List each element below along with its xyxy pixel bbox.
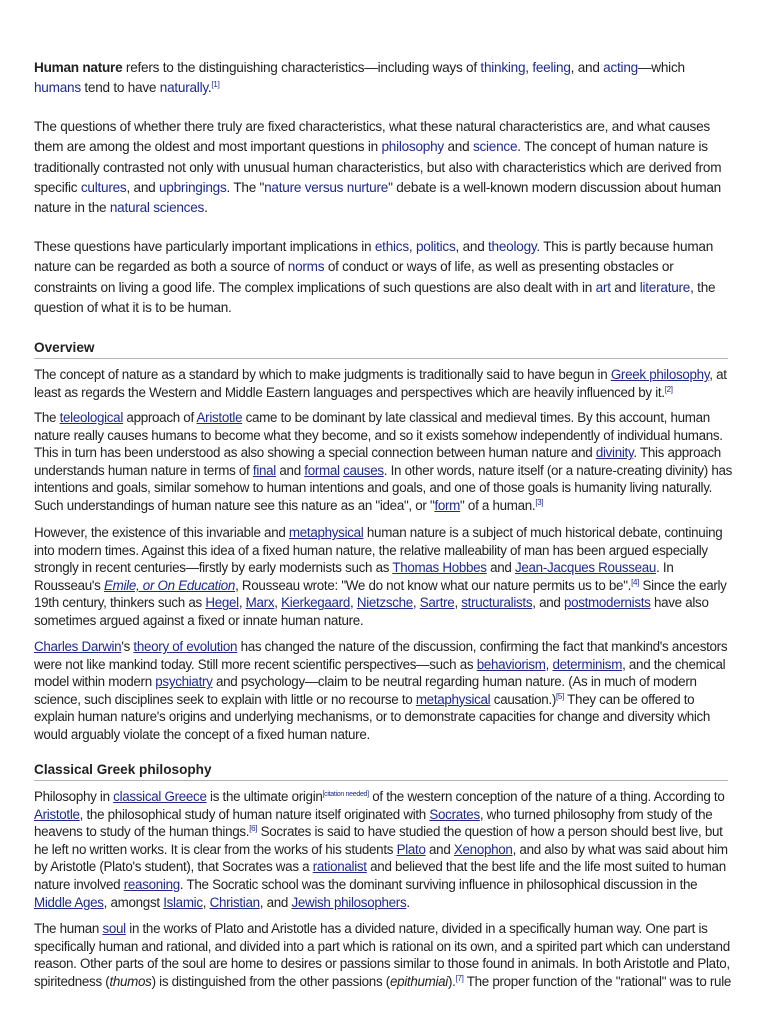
text-run: of the western conception of the nature of a thing. According to <box>368 789 725 804</box>
wiki-link[interactable]: acting <box>603 60 638 75</box>
text-run: The proper function of the "rational" was to rule <box>463 973 732 989</box>
text-run: tend to have <box>80 80 160 96</box>
overview-heading: Overview <box>34 338 728 359</box>
text-run: and <box>486 560 515 576</box>
text-run: came to be dominant by late classical and medieval times. By this account, human nature really causes humans to become what they become, and so it exists somehow independently of individual humans. This in turn has been understood as also showing a special connection between human nature and <box>34 410 723 461</box>
wiki-link[interactable]: Nietzsche <box>356 595 413 611</box>
wiki-link[interactable]: divinity <box>595 445 634 461</box>
wiki-link[interactable]: Hegel <box>205 595 239 611</box>
text-run: . In Rousseau's <box>34 560 674 593</box>
classical-paragraph-1 <box>34 788 734 911</box>
text-run: The concept of nature as a standard by which to make judgments is traditionally said to have begun in <box>34 367 611 382</box>
wiki-link[interactable]: Socrates <box>429 806 480 822</box>
text-run: , and <box>455 239 489 254</box>
text-run: , at least as regards the Western and Middle Eastern languages and perspectives which are heavily influenced by it. <box>34 367 727 400</box>
classical-paragraph-2 <box>34 920 734 990</box>
wiki-link[interactable]: Plato <box>396 841 426 857</box>
text-run: , and <box>259 894 292 910</box>
intro-paragraph-2 <box>34 117 734 218</box>
wiki-link[interactable]: nature versus nurture <box>264 179 389 195</box>
wiki-link[interactable]: psychiatry <box>155 674 213 690</box>
wiki-link[interactable]: Xenophon <box>453 841 513 857</box>
text-run: in the works of Plato and Aristotle has a divided nature, divided in a specifically human way. One part is specifically human and rational, and divided into a part which is rational on its own, and a spirited part which can understand reason. Other parts of the soul are home to desires or passions similar to those found in animals. In both Aristotle and Plato, spiritedness ( <box>34 921 730 989</box>
wiki-link[interactable]: Greek philosophy <box>610 367 710 382</box>
wiki-link[interactable]: structuralists <box>461 595 533 611</box>
text-run: . The concept of human nature is traditionally contrasted not only with unusual human characteristics, but also with characteristics which are derived from specific <box>34 139 722 195</box>
reference-link[interactable]: [5] <box>556 691 564 701</box>
wiki-link[interactable]: Charles Darwin <box>34 639 122 654</box>
text-run: . <box>406 894 410 910</box>
wiki-link[interactable]: Kierkegaard <box>281 595 350 611</box>
wiki-link[interactable]: art <box>595 279 611 295</box>
wiki-link[interactable]: politics <box>415 239 456 254</box>
reference-link[interactable]: [1] <box>211 80 220 90</box>
text-run: , <box>412 595 420 611</box>
text-run: and <box>443 139 473 155</box>
wiki-link[interactable]: natural sciences <box>109 200 205 216</box>
text-run: . <box>204 200 208 216</box>
text-run: , amongst <box>103 894 164 910</box>
wiki-link[interactable]: metaphysical <box>288 525 364 540</box>
text-run: . The " <box>226 179 265 195</box>
text-run: , <box>454 595 462 611</box>
wiki-link[interactable]: philosophy <box>381 139 444 155</box>
wiki-link[interactable]: rationalist <box>312 859 367 875</box>
wiki-link[interactable]: Jean-Jacques Rousseau <box>514 560 657 576</box>
wiki-link[interactable]: Middle Ages <box>34 894 104 910</box>
text-run: Philosophy in <box>34 789 114 804</box>
wiki-link[interactable]: theology <box>488 239 537 254</box>
text-run: —which <box>637 60 685 75</box>
wiki-link[interactable]: naturally <box>159 80 208 96</box>
wiki-link[interactable]: norms <box>287 259 325 275</box>
reference-link[interactable]: [6] <box>249 824 258 834</box>
wiki-link[interactable]: Aristotle <box>34 806 80 822</box>
text-run: The <box>34 410 60 425</box>
text-run: , <box>238 595 246 611</box>
text-run: , the philosophical study of human nature itself originated with <box>79 806 430 822</box>
text-run: and <box>610 279 640 295</box>
overview-paragraph-2 <box>34 409 734 515</box>
wiki-link[interactable]: ethics <box>374 239 409 254</box>
wiki-link[interactable]: Christian <box>209 894 260 910</box>
wiki-link[interactable]: cultures <box>80 179 127 195</box>
text-run: , <box>349 595 357 611</box>
text-run: , and also by what was said about him by Aristotle (Plato's student), that Socrates was a <box>34 841 728 875</box>
wiki-link[interactable]: behaviorism <box>476 656 546 672</box>
text-run: . This is partly because human nature can be regarded as both a source of <box>34 239 714 275</box>
classical-greek-heading: Classical Greek philosophy <box>34 760 728 781</box>
overview-paragraph-3 <box>34 524 734 630</box>
wiki-link[interactable]: formal <box>304 462 340 478</box>
wiki-link[interactable]: metaphysical <box>415 691 491 707</box>
intro-paragraph-1 <box>34 58 734 99</box>
citation-needed-note[interactable]: [citation needed] <box>322 791 369 798</box>
text-run: , <box>545 656 553 672</box>
text-run: epithumiai <box>389 973 448 989</box>
reference-link[interactable]: [7] <box>455 973 464 983</box>
text-run: " debate is a well-known modern discussion about human nature in the <box>34 179 721 216</box>
wiki-link[interactable]: literature <box>639 279 691 295</box>
text-run: , and <box>570 60 604 75</box>
reference-link[interactable]: [3] <box>535 497 544 507</box>
text-run: Since the early 19th century, thinkers such as <box>34 577 727 611</box>
text-run: of conduct or ways of life, as well as presenting obstacles or constraints on living a good life. The complex implications of such questions are also dealt with in <box>34 259 674 295</box>
overview-paragraph-4 <box>34 638 734 744</box>
wiki-link[interactable]: form <box>434 497 461 513</box>
wiki-link[interactable]: Jewish philosophers <box>291 894 407 910</box>
text-run: . This approach understands human nature in terms of <box>34 445 721 478</box>
reference-link[interactable]: [2] <box>664 384 673 394</box>
text-run: . <box>207 80 212 96</box>
text-run: , the question of what it is to be human. <box>34 279 716 315</box>
text-run: approach of <box>123 410 197 425</box>
text-run: , <box>274 595 282 611</box>
wiki-link[interactable]: feeling <box>532 60 571 75</box>
wiki-link[interactable]: Marx <box>245 595 275 611</box>
text-run: , <box>202 894 210 910</box>
text-run: has changed the nature of the discussion, confirming the fact that mankind's ancestors were not like mankind today. Still more recent scientific perspectives—such as <box>34 639 728 672</box>
text-run: 's <box>121 639 134 654</box>
text-run: is the ultimate origin <box>206 789 323 804</box>
wiki-link[interactable]: postmodernists <box>563 595 651 611</box>
text-run: causation.) <box>490 691 556 707</box>
text-run: , and <box>126 179 159 195</box>
text-run: However, the existence of this invariable and <box>34 525 289 540</box>
text-run: , and <box>532 595 564 611</box>
wiki-link[interactable]: upbringings <box>158 179 227 195</box>
wiki-link[interactable]: theory of evolution <box>133 639 238 654</box>
wiki-link[interactable]: Sartre <box>419 595 455 611</box>
wiki-link[interactable]: Aristotle <box>196 410 243 425</box>
text-run: These questions have particularly important implications in <box>34 239 375 254</box>
text-run: . In other words, nature itself (or a nature-creating divinity) has intentions and goals, similar somehow to human intentions and goals, and one of those goals is humanity living naturally. Such understandings of human nature see this nature as an "idea", or " <box>34 462 733 513</box>
text-run: , who turned philosophy from study of the heavens to study of the human things. <box>34 806 713 840</box>
text-run: , and the chemical model within modern <box>34 656 726 690</box>
text-run: " of a human. <box>460 497 536 513</box>
text-run: The human <box>34 921 103 936</box>
text-run: ). <box>447 973 456 989</box>
text-run: thumos <box>109 973 152 989</box>
text-run: refers to the distinguishing characteristics—including ways of <box>122 60 481 75</box>
wiki-link[interactable]: soul <box>102 921 126 936</box>
text-run: They can be offered to explain human nature's origins and underlying mechanisms, or to demonstrate capacities for change and diversity which would arguably violate the concept of a fixed human nature. <box>34 691 711 742</box>
text-run: ) is distinguished from the other passions ( <box>151 973 390 989</box>
text-run: human nature is a subject of much historical debate, continuing into modern times. Against this idea of a fixed human nature, the relative malleability of man has been argued especially strongly in recent centuries—firstly by early modernists such as <box>34 525 723 576</box>
wiki-link[interactable]: Thomas Hobbes <box>392 560 487 576</box>
bold-term: Human nature <box>34 60 123 75</box>
text-run: , Rousseau wrote: "We do not know what our nature permits us to be". <box>235 577 632 593</box>
wiki-link[interactable]: science <box>472 139 518 155</box>
text-run: . The Socratic school was the dominant surviving influence in philosophical discussion in the <box>179 876 698 892</box>
wiki-link[interactable]: classical Greece <box>113 789 207 804</box>
wiki-link[interactable]: thinking <box>480 60 526 75</box>
text-run: Socrates is said to have studied the question of how a person should best live, but he left no written works. It is clear from the works of his students <box>34 824 723 857</box>
wiki-link[interactable]: determinism <box>552 656 623 672</box>
text-run: , <box>408 239 416 254</box>
text-run: have also sometimes argued against a fixed or innate human nature. <box>34 595 709 628</box>
wiki-link[interactable]: Islamic <box>163 894 203 910</box>
wiki-link[interactable]: humans <box>34 80 81 96</box>
wiki-link[interactable]: teleological <box>59 410 124 425</box>
reference-link[interactable]: [4] <box>631 577 640 587</box>
wiki-link[interactable]: causes <box>343 462 384 478</box>
wiki-link[interactable]: final <box>252 462 276 478</box>
wiki-link[interactable]: Emile, or On Education <box>103 577 236 593</box>
text-run: and psychology—claim to be neutral regarding human nature. (As in much of modern science, such disciplines seek to explain with little or no recourse to <box>34 674 697 707</box>
wiki-link[interactable]: reasoning <box>123 876 180 892</box>
text-run: and <box>275 462 305 478</box>
text-run: and <box>425 841 454 857</box>
overview-paragraph-1 <box>34 366 734 401</box>
text-run: and believed that the best life and the life most suited to human nature involved <box>34 859 726 892</box>
text-run: The questions of whether there truly are fixed characteristics, what these natural characteristics are, and what causes them are among the oldest and most important questions in <box>34 119 710 155</box>
intro-paragraph-3 <box>34 237 734 318</box>
text-run: , <box>525 60 533 75</box>
